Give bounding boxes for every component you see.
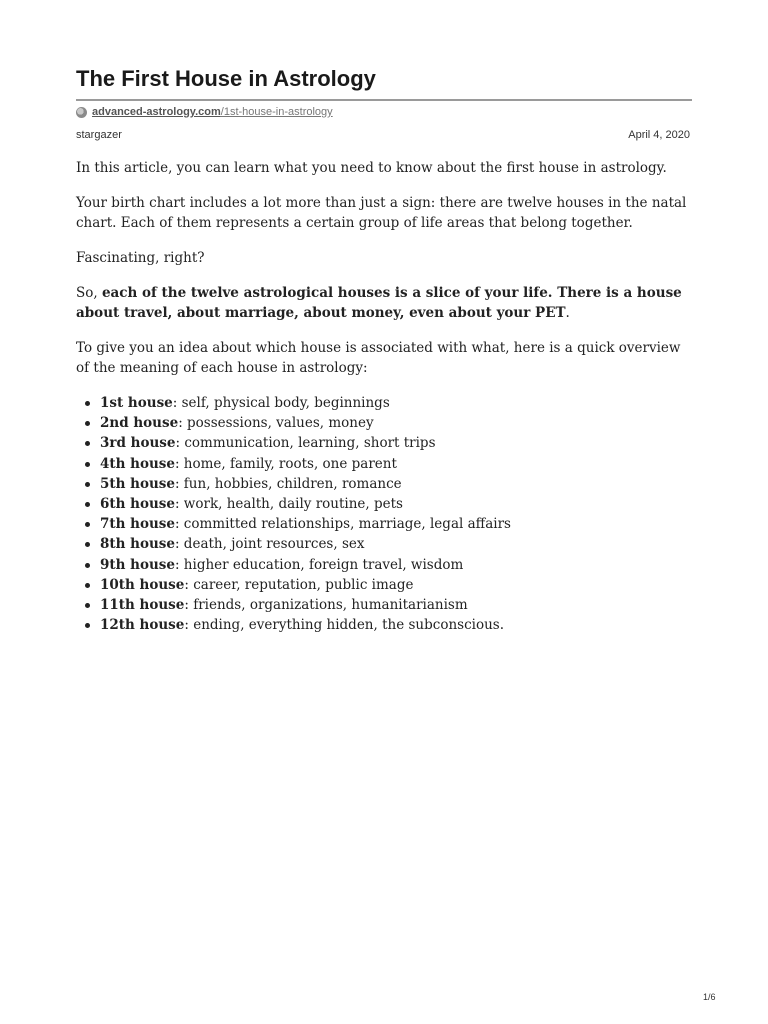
list-item [100, 534, 692, 554]
house-meaning: : friends, organizations, humanitarianism [184, 597, 468, 614]
house-name: 8th house [100, 536, 175, 553]
house-name: 7th house [100, 516, 175, 533]
houses-list [76, 393, 692, 635]
title-divider [76, 99, 692, 101]
house-name: 3rd house [100, 435, 176, 452]
house-meaning: : fun, hobbies, children, romance [174, 475, 402, 492]
list-item [100, 555, 692, 575]
house-meaning: : higher education, foreign travel, wisdom [174, 556, 464, 573]
house-meaning: : career, reputation, public image [184, 576, 414, 593]
paragraph-slices [76, 283, 692, 323]
list-item [100, 474, 692, 494]
site-favicon-icon [76, 107, 87, 118]
source-domain-link[interactable]: advanced-astrology.com [92, 106, 221, 118]
paragraph-fascinating: Fascinating, right? [76, 250, 205, 266]
publish-date: April 4, 2020 [628, 129, 690, 141]
house-meaning: : work, health, daily routine, pets [174, 496, 403, 513]
paragraph-slices-prefix: So, [76, 285, 102, 301]
house-name: 9th house [100, 556, 175, 573]
house-meaning: : self, physical body, beginnings [172, 395, 390, 411]
house-meaning: : communication, learning, short trips [175, 435, 436, 452]
house-meaning: : possessions, values, money [178, 415, 374, 432]
list-item [100, 454, 692, 474]
house-name: 11th house [100, 597, 185, 614]
house-meaning: : death, joint resources, sex [174, 536, 365, 553]
paragraph-overview: To give you an idea about which house is associated with what, here is a quick overview of the meaning of each house in astrology: [76, 340, 681, 376]
house-meaning: : home, family, roots, one parent [174, 455, 397, 472]
article-body [76, 158, 692, 635]
house-name: 10th house [100, 576, 185, 593]
list-item [100, 514, 692, 534]
list-item [100, 615, 692, 635]
house-name: 2nd house [100, 415, 179, 432]
paragraph-slices-suffix: . [565, 305, 570, 321]
list-item [100, 494, 692, 514]
list-item [100, 595, 692, 615]
house-name: 4th house [100, 455, 175, 472]
paragraph-slices-bold: each of the twelve astrological houses is a slice of your life. There is a house about travel, about marriage, about money, even about your PET [76, 285, 682, 321]
house-name: 1st house [100, 395, 173, 411]
house-meaning: : committed relationships, marriage, legal affairs [174, 516, 511, 533]
paragraph-birth-chart: Your birth chart includes a lot more than just a sign: there are twelve houses in the natal chart. Each of them represents a certain group of life areas that belong together. [76, 195, 687, 231]
house-name: 6th house [100, 496, 175, 513]
list-item [100, 393, 692, 413]
source-path-link[interactable]: /1st-house-in-astrology [220, 106, 333, 118]
house-name: 12th house [100, 617, 185, 634]
house-name: 5th house [100, 475, 175, 492]
page-title: The First House in Astrology [76, 66, 376, 91]
house-meaning: : ending, everything hidden, the subconscious. [184, 617, 504, 634]
list-item [100, 433, 692, 453]
source-link[interactable] [76, 106, 333, 118]
page-number: 1/6 [703, 992, 716, 1002]
paragraph-intro: In this article, you can learn what you need to know about the first house in astrology. [76, 160, 667, 176]
list-item [100, 413, 692, 433]
author-name: stargazer [76, 129, 122, 141]
list-item [100, 575, 692, 595]
